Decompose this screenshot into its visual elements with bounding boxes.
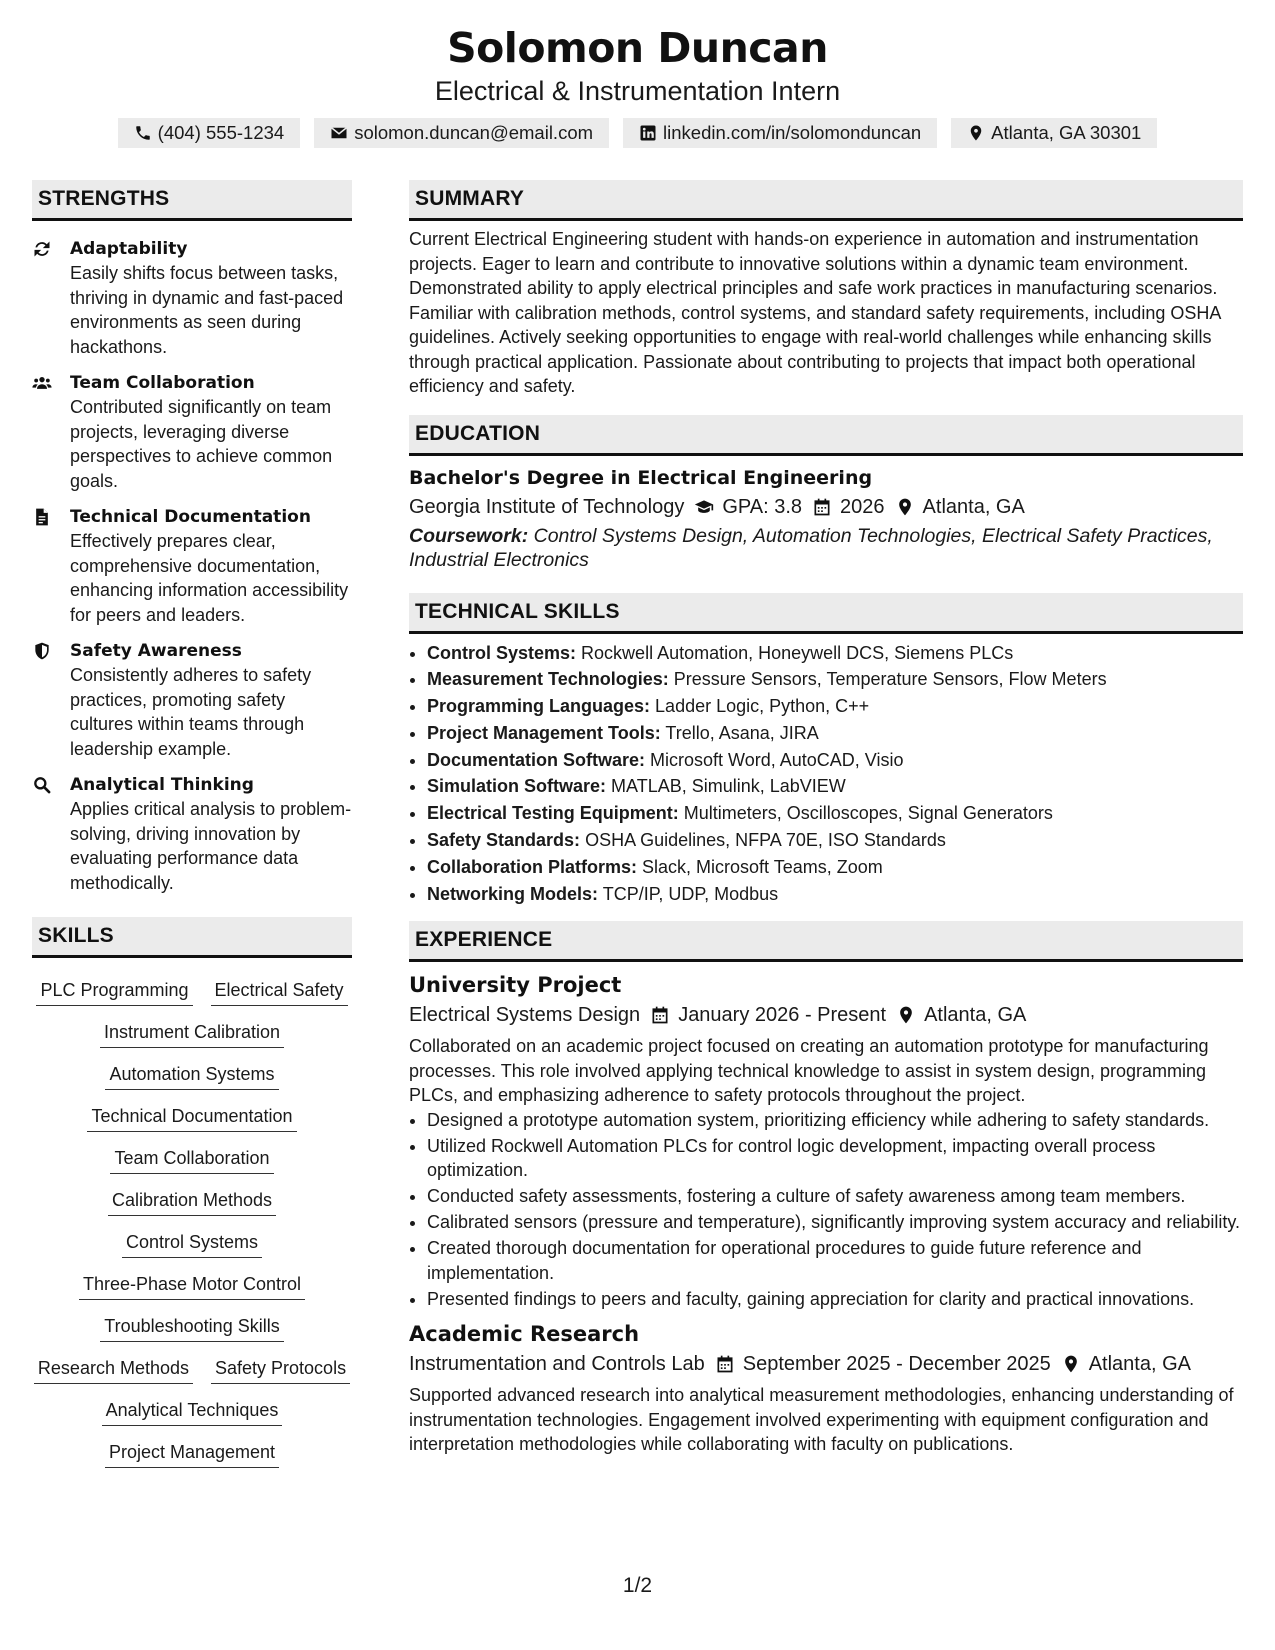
list-item (427, 666, 1243, 693)
experience-entry (409, 1319, 1243, 1457)
strength-item (32, 505, 352, 627)
search-icon (32, 775, 52, 795)
calendar-icon (812, 497, 832, 517)
coursework-label: Coursework: (409, 524, 529, 547)
strength-item (32, 639, 352, 761)
list-item (427, 720, 1243, 747)
skill-tag: Instrument Calibration (100, 1020, 284, 1048)
experience-meta (409, 1349, 1243, 1379)
skill-tag: Automation Systems (105, 1062, 278, 1090)
experience-dates: January 2026 - Present (678, 1004, 887, 1027)
education-heading: EDUCATION (409, 415, 1243, 456)
tech-skill-value: MATLAB, Simulink, LabVIEW (611, 776, 846, 797)
skill-tag: Control Systems (122, 1230, 262, 1258)
experience-location: Atlanta, GA (1088, 1353, 1191, 1376)
experience-bullets (409, 1108, 1243, 1312)
skill-tag: Three-Phase Motor Control (79, 1272, 305, 1300)
tech-skill-value: Pressure Sensors, Temperature Sensors, Flow Meters (673, 669, 1107, 690)
tech-skill-label: Documentation Software: (427, 749, 646, 770)
phone-icon (134, 124, 152, 142)
map-pin-icon (1061, 1354, 1081, 1374)
education-degree: Bachelor's Degree in Electrical Engineering (409, 466, 873, 489)
technical-skills-list (409, 640, 1243, 908)
calendar-icon (715, 1354, 735, 1374)
left-column (32, 180, 352, 1468)
strengths-list (32, 221, 352, 895)
experience-title: University Project (409, 973, 622, 998)
list-item: • Calibrated sensors (pressure and temperature), significantly improving system accuracy and reliability. (427, 1210, 1243, 1235)
tech-skill-label: Programming Languages: (427, 696, 651, 717)
contact-linkedin[interactable] (623, 118, 937, 148)
list-item (427, 693, 1243, 720)
strength-title: Safety Awareness (70, 641, 242, 661)
list-item: • Conducted safety assessments, fostering a culture of safety awareness among team members. (427, 1184, 1243, 1209)
experience-heading: EXPERIENCE (409, 921, 1243, 962)
contact-location (951, 118, 1157, 148)
map-pin-icon (895, 497, 915, 517)
list-item (427, 881, 1243, 908)
strength-desc: Easily shifts focus between tasks, thriving in dynamic and fast-paced environments as seen during hackathons. (70, 263, 344, 357)
skill-tag: Calibration Methods (108, 1188, 276, 1216)
coursework-text: Control Systems Design, Automation Technologies, Electrical Safety Practices, Industrial Electronics (409, 524, 1213, 571)
phone-text: (404) 555-1234 (157, 122, 285, 143)
strength-desc: Contributed significantly on team projects, leveraging diverse perspectives to achieve common goals. (70, 397, 333, 491)
list-item: • Designed a prototype automation system, prioritizing efficiency while adhering to safety standards. (427, 1108, 1243, 1133)
education-school: Georgia Institute of Technology (409, 495, 685, 518)
tech-skill-value: Slack, Microsoft Teams, Zoom (642, 856, 883, 877)
skill-tag: Technical Documentation (87, 1104, 296, 1132)
education-coursework (409, 524, 1243, 573)
candidate-name: Solomon Duncan (447, 24, 828, 72)
location-text: Atlanta, GA 30301 (991, 122, 1142, 143)
education-year: 2026 (840, 495, 885, 518)
skill-tag: Research Methods (34, 1356, 193, 1384)
list-item: • Presented findings to peers and faculty, gaining appreciation for clarity and practical innovations. (427, 1287, 1243, 1312)
map-pin-icon (967, 124, 985, 142)
tech-skill-label: Collaboration Platforms: (427, 856, 638, 877)
experience-location: Atlanta, GA (924, 1004, 1027, 1027)
users-icon (32, 373, 52, 393)
tech-skill-value: Microsoft Word, AutoCAD, Visio (650, 749, 904, 770)
tech-skill-value: TCP/IP, UDP, Modbus (602, 883, 779, 904)
skill-tag: Electrical Safety (211, 978, 348, 1006)
skills-heading: SKILLS (32, 917, 352, 958)
skill-tag: Safety Protocols (211, 1356, 350, 1384)
tech-skill-value: Multimeters, Oscilloscopes, Signal Generators (683, 803, 1053, 824)
contact-phone (118, 118, 301, 148)
strength-desc: Effectively prepares clear, comprehensive documentation, enhancing information accessibility for peers and leaders. (70, 531, 349, 625)
calendar-icon (650, 1005, 670, 1025)
tech-skill-label: Simulation Software: (427, 776, 607, 797)
tech-skill-label: Safety Standards: (427, 830, 581, 851)
linkedin-text[interactable]: linkedin.com/in/solomonduncan (663, 122, 922, 143)
skill-tag: Team Collaboration (110, 1146, 273, 1174)
contact-bar (0, 118, 1275, 148)
tech-skill-label: Control Systems: (427, 642, 577, 663)
strength-item (32, 237, 352, 359)
candidate-role: Electrical & Instrumentation Intern (434, 76, 841, 106)
experience-entry (409, 970, 1243, 1311)
right-column (409, 180, 1243, 1457)
document-icon (32, 507, 52, 527)
envelope-icon (330, 124, 348, 142)
list-item (427, 800, 1243, 827)
tech-skill-value: OSHA Guidelines, NFPA 70E, ISO Standards (585, 830, 946, 851)
education-gpa: GPA: 3.8 (722, 495, 803, 518)
list-item (427, 640, 1243, 667)
experience-title: Academic Research (409, 1322, 640, 1347)
tech-skill-label: Measurement Technologies: (427, 669, 669, 690)
experience-org: Electrical Systems Design (409, 1004, 641, 1027)
summary-text: Current Electrical Engineering student with hands-on experience in automation and instrumentation projects. Eager to learn and contribute to innovative solutions within a dynamic team environment. Demonstrated ability to apply electrical principles and safe work practices in manufacturing scenarios. Familiar with calibration methods, control systems, and standard safety requirements, including OSHA guidelines. Actively seeking opportunities to engage with real-world challenges while enhancing skills through practical application. Passionate about contributing to projects that impact both operational efficiency and safety. (409, 229, 1221, 396)
strength-title: Adaptability (70, 239, 188, 259)
list-item (427, 773, 1243, 800)
refresh-icon (32, 239, 52, 259)
list-item (427, 827, 1243, 854)
page-number: 1/2 (622, 1574, 653, 1597)
list-item: • Utilized Rockwell Automation PLCs for control logic development, impacting overall process optimization. (427, 1134, 1243, 1183)
list-item (427, 747, 1243, 774)
strength-item (32, 773, 352, 895)
graduation-cap-icon (694, 497, 714, 517)
summary-heading: SUMMARY (409, 180, 1243, 221)
contact-email[interactable] (314, 118, 609, 148)
skill-tag: Analytical Techniques (102, 1398, 283, 1426)
education-meta (409, 492, 1243, 522)
skill-tag: Troubleshooting Skills (100, 1314, 283, 1342)
list-item (427, 854, 1243, 881)
strength-item (32, 371, 352, 493)
strength-desc: Consistently adheres to safety practices, promoting safety cultures within teams through leadership example. (70, 665, 312, 759)
tech-skill-label: Electrical Testing Equipment: (427, 803, 679, 824)
technical-skills-heading: TECHNICAL SKILLS (409, 593, 1243, 634)
strength-desc: Applies critical analysis to problem-solving, driving innovation by evaluating performance data methodically. (70, 799, 352, 893)
skill-tag: PLC Programming (36, 978, 192, 1006)
tech-skill-value: Ladder Logic, Python, C++ (655, 696, 870, 717)
email-text[interactable]: solomon.duncan@email.com (354, 122, 594, 143)
tech-skill-value: Rockwell Automation, Honeywell DCS, Siemens PLCs (581, 642, 1014, 663)
tech-skill-label: Networking Models: (427, 883, 599, 904)
strength-title: Team Collaboration (70, 373, 255, 393)
experience-org: Instrumentation and Controls Lab (409, 1353, 705, 1376)
strength-title: Technical Documentation (70, 507, 311, 527)
experience-meta (409, 1000, 1243, 1030)
strength-title: Analytical Thinking (70, 775, 254, 795)
linkedin-icon (639, 124, 657, 142)
experience-dates: September 2025 - December 2025 (742, 1353, 1051, 1376)
skills-cloud (32, 972, 352, 1468)
map-pin-icon (896, 1005, 916, 1025)
resume-header (0, 0, 1275, 148)
tech-skill-label: Project Management Tools: (427, 722, 661, 743)
experience-desc: Supported advanced research into analytical measurement methodologies, enhancing understanding of instrumentation technologies. Engagement involved experimenting with equipment configuration and interpretation methodologies while collaborating with faculty on publications. (409, 1385, 1234, 1455)
list-item: • Created thorough documentation for operational procedures to guide future reference and implementation. (427, 1236, 1243, 1285)
tech-skill-value: Trello, Asana, JIRA (665, 722, 819, 743)
experience-desc: Collaborated on an academic project focused on creating an automation prototype for manufacturing processes. This role involved applying technical knowledge to assist in system design, programming PLCs, and emphasizing adherence to safety protocols throughout the project. (409, 1036, 1209, 1106)
shield-icon (32, 641, 52, 661)
skill-tag: Project Management (105, 1440, 279, 1468)
education-location: Atlanta, GA (922, 495, 1025, 518)
strengths-heading: STRENGTHS (32, 180, 352, 221)
